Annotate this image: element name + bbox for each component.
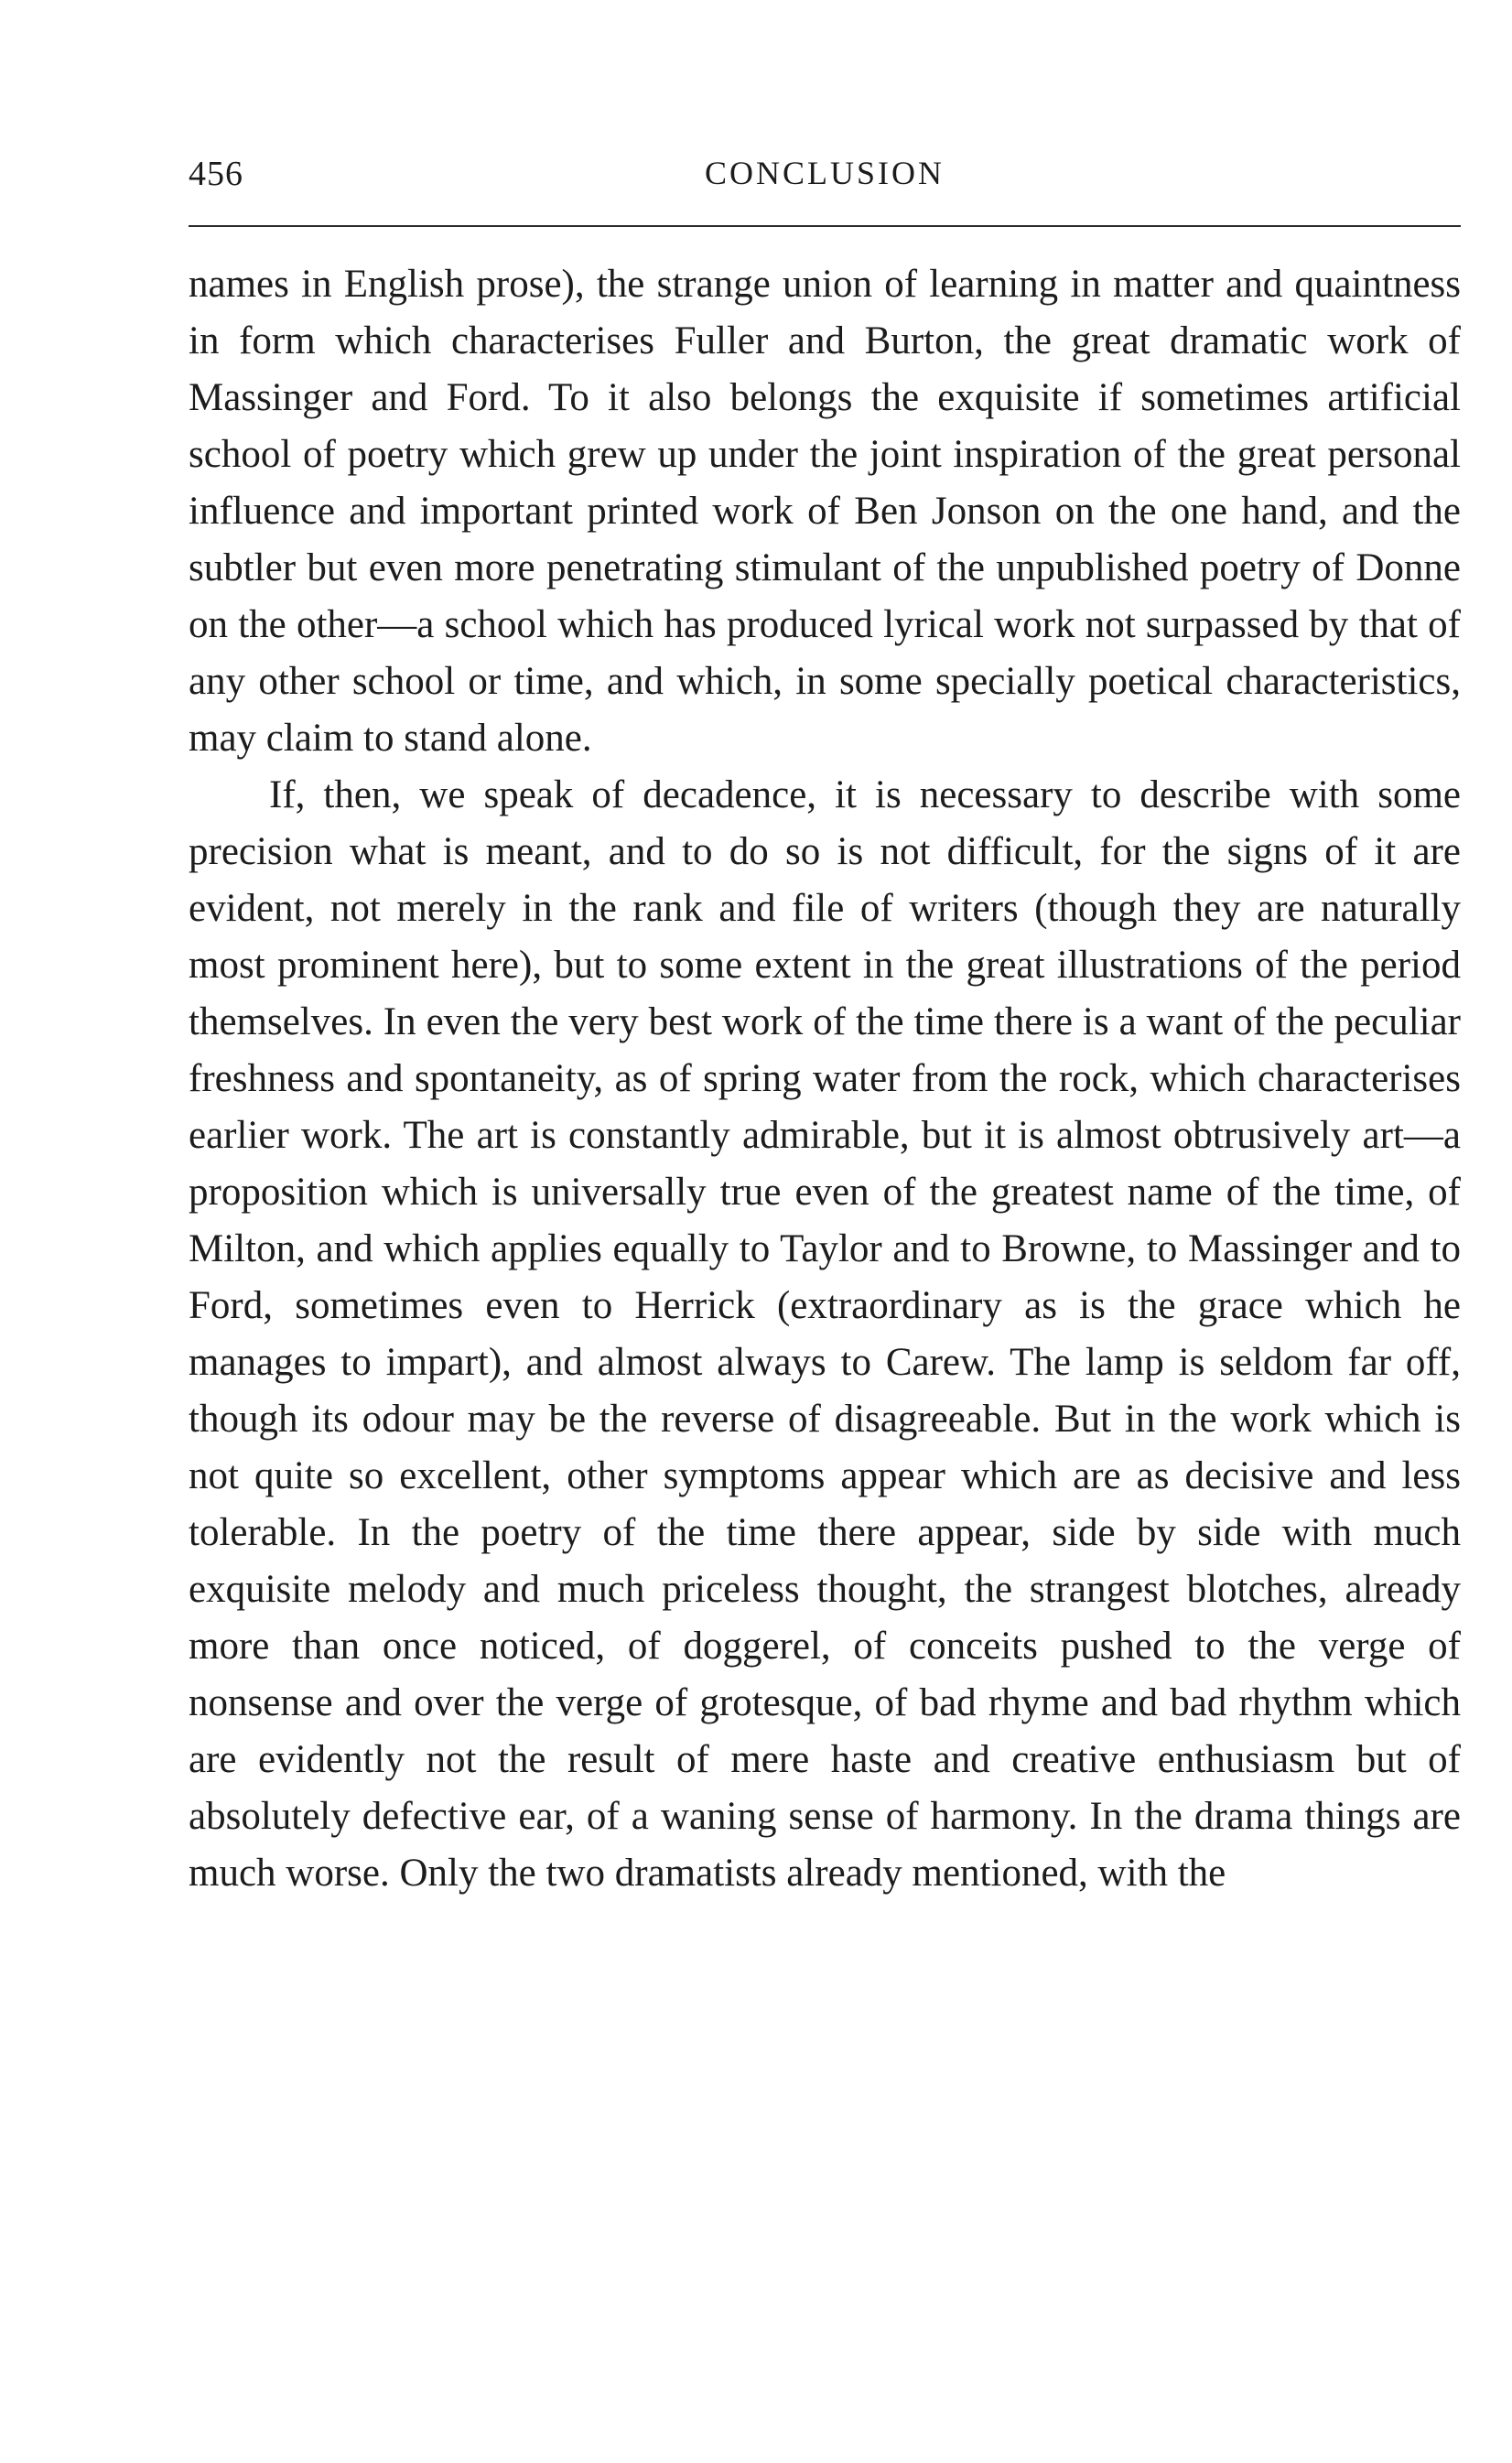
paragraph-decadence: If, then, we speak of decadence, it is necessary to describe with some precision what is meant, and to do so is not difficult, for the signs of it are evident, not merely in the rank and file of writers (though they are naturally most prominent here), but to some extent in the great illustrations of the period themselves. In even the very best work of the time there is a want of the peculiar freshness and spontaneity, as of spring water from the rock, which characterises earlier work. The art is constantly admirable, but it is almost obtrusively art—a proposition which is universally true even of the greatest name of the time, of Milton, and which applies equally to Taylor and to Browne, to Massinger and to Ford, sometimes even to Herrick (extraordinary as is the grace which he manages to impart), and almost always to Carew. The lamp is seldom far off, though its odour may be the reverse of disagreeable. But in the work which is not quite so excellent, other symptoms appear which are as decisive and less tolerable. In the poetry of the time there appear, side by side with much exquisite melody and much priceless thought, the strangest blotches, already more than once noticed, of doggerel, of conceits pushed to the verge of nonsense and over the verge of grotesque, of bad rhyme and bad rhythm which are evidently not the result of mere haste and creative enthusiasm but of absolutely defective ear, of a waning sense of harmony. In the drama things are much worse. Only the two dramatists already mentioned, with the — [189, 773, 1461, 1895]
body-text — [189, 256, 1461, 1902]
running-head: CONCLUSION — [704, 155, 945, 191]
book-page — [189, 146, 1461, 1895]
header-rule — [189, 225, 1461, 227]
paragraph-continuation: names in English prose), the strange union of learning in matter and quaintness in form which characterises Fuller and Burton, the great dramatic work of Massinger and Ford. To it also belongs the exquisite if sometimes artificial school of poetry which grew up under the joint inspiration of the great personal influence and important printed work of Ben Jonson on the one hand, and the subtler but even more penetrating stimulant of the unpublished poetry of Donne on the other—a school which has produced lyrical work not surpassed by that of any other school or time, and which, in some specially poetical characteristics, may claim to stand alone. — [189, 263, 1461, 760]
page-header — [189, 146, 1461, 211]
page-number: 456 — [189, 155, 243, 193]
